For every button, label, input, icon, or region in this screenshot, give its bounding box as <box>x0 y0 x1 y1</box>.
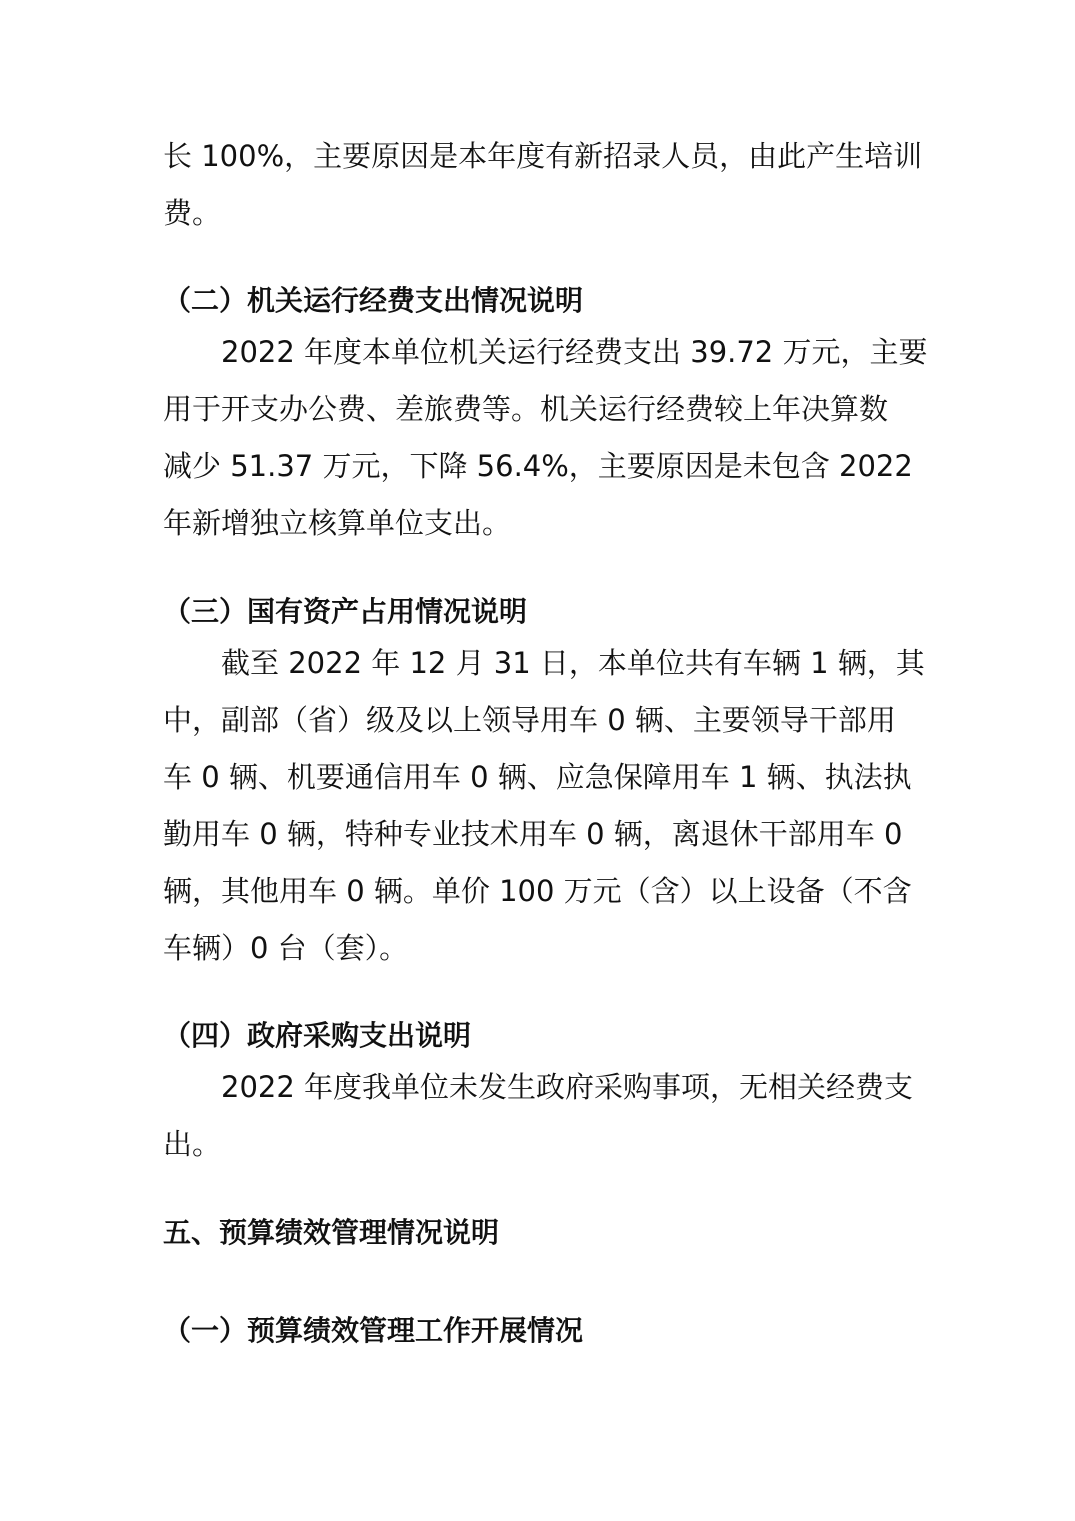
paragraph-line: 车辆）0 台（套）。 <box>163 931 409 965</box>
paragraph-line: 用于开支办公费、差旅费等。机关运行经费较上年决算数 <box>163 392 889 426</box>
section-heading: （三）国有资产占用情况说明 <box>163 595 528 628</box>
paragraph-line: 辆，其他用车 0 辆。单价 100 万元（含）以上设备（不含 <box>163 874 912 908</box>
paragraph-line: 出。 <box>163 1127 222 1161</box>
paragraph-line: 勤用车 0 辆，特种专业技术用车 0 辆，离退休干部用车 0 <box>163 817 903 851</box>
paragraph-line: 车 0 辆、机要通信用车 0 辆、应急保障用车 1 辆、执法执 <box>163 760 912 794</box>
section-government-procurement <box>163 1013 913 1173</box>
section-heading: （四）政府采购支出说明 <box>163 1019 472 1052</box>
paragraph-line: 减少 51.37 万元，下降 56.4%，主要原因是未包含 2022 <box>163 449 913 483</box>
section-state-assets <box>163 589 925 977</box>
section-heading: （二）机关运行经费支出情况说明 <box>163 284 584 317</box>
section-admin-operating-costs <box>163 278 928 552</box>
paragraph-line: 2022 年度本单位机关运行经费支出 39.72 万元，主要 <box>221 335 928 369</box>
intro-paragraph <box>163 128 923 242</box>
document-body <box>163 128 928 1354</box>
paragraph-line: 长 100%，主要原因是本年度有新招录人员，由此产生培训 <box>163 139 923 173</box>
paragraph-line: 年新增独立核算单位支出。 <box>163 506 512 540</box>
section-performance-work <box>163 1308 913 1354</box>
paragraph-line: 截至 2022 年 12 月 31 日，本单位共有车辆 1 辆，其 <box>221 646 925 680</box>
chapter-heading: 五、预算绩效管理情况说明 <box>163 1216 500 1249</box>
chapter-performance-management <box>163 1210 913 1256</box>
paragraph-line: 中，副部（省）级及以上领导用车 0 辆、主要领导干部用 <box>163 703 896 737</box>
paragraph-line: 2022 年度我单位未发生政府采购事项，无相关经费支 <box>221 1070 914 1104</box>
paragraph-line: 费。 <box>163 196 222 230</box>
section-heading: （一）预算绩效管理工作开展情况 <box>163 1314 584 1347</box>
